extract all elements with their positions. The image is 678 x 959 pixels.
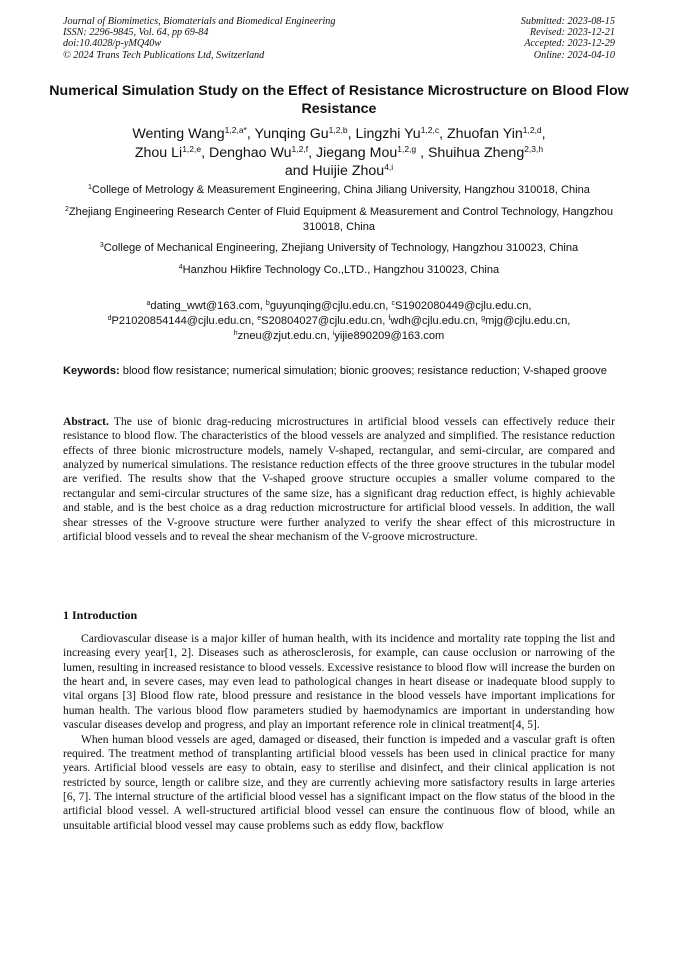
paragraph: When human blood vessels are aged, damaged or diseased, their function is impeded and a vascular graft is often required. The treatment method of transplanting artificial blood vessels has been used in clinical practice for many years. Artificial blood vessels are easy to obtain, easy to sterilise and disinfect, and their clinical application is not restricted by source, length or calibre size, and they are currently achieving more satisfactory results in large arteries [6, 7]. The internal structure of the artificial blood vessel has a significant impact on the flow status of the blood in the artificial blood vessel. A well-structured artificial blood vessel can ensure the continuous flow of blood, while an unsuitable artificial blood vessel may cause problems such as eddy flow, backflow: [63, 733, 615, 832]
email[interactable]: $^b$guyunqing@cjlu.edu.cn,: [265, 300, 392, 312]
author: Denghao Wu$^{1,2,f}$,: [208, 143, 316, 161]
author: Jiegang Mou$^{1,2,g}$ ,: [315, 143, 428, 161]
author: Zhou Li$^{1,2,e}$,: [134, 143, 209, 161]
journal-header: [63, 16, 403, 61]
affiliations: [55, 183, 623, 285]
email[interactable]: $^e$S20804027@cjlu.edu.cn,: [257, 315, 389, 327]
paper-title: Numerical Simulation Study on the Effect of Resistance Microstructure on Blood Flow Resistance: [49, 83, 629, 117]
author: Wenting Wang$^{1,2,a*}$,: [132, 125, 255, 142]
author: Lingzhi Yu$^{1,2,c}$,: [355, 125, 448, 142]
email[interactable]: $^i$yijie890209@163.com: [332, 330, 445, 342]
abstract-label: Abstract.: [63, 416, 109, 428]
author: Zhuofan Yin$^{1,2,d}$,: [447, 125, 546, 142]
body-text: [63, 632, 615, 833]
submitted-date: Submitted: 2023-08-15: [520, 16, 615, 27]
keywords-text: blood flow resistance; numerical simulation; bionic grooves; resistance reduction; V-shaped groove: [119, 365, 607, 377]
dates-header: [445, 16, 615, 61]
journal-doi[interactable]: doi:10.4028/p-yMQ40w: [63, 38, 162, 50]
paragraph: Cardiovascular disease is a major killer of human health, with its incidence and mortality rate topping the list and increasing every year[1, 2]. Diseases such as atherosclerosis, for example, can cause occlusion or narrowing of the lumen, resulting in increased resistance to blood vessels. Excessive resistance to blood flow will increase the burden on the heart and, in severe cases, may even lead to pathological changes in heart disease or inadequate blood supply to vital organs [3] Blood flow rate, blood pressure and resistance in the blood vessels have important implications for human health. The various blood flow parameters studied by haemodynamics are important in understanding how vascular diseases develop and progress, and play an important reference role in clinical treatment[4, 5].: [63, 633, 615, 732]
author: Yunqing Gu$^{1,2,b}$,: [254, 125, 356, 142]
online-date: Online: 2024-04-10: [533, 49, 615, 61]
journal-name: Journal of Biomimetics, Biomaterials and Biomedical Engineering: [63, 16, 336, 27]
email[interactable]: $^f$wdh@cjlu.edu.cn,: [388, 315, 482, 327]
abstract-text: The use of bionic drag-reducing microstructures in artificial blood vessels can effectively reduce their resistance to blood flow. The characteristics of the blood vessels are analyzed and simplified. The resistance reduction effects of three bionic microstructure models, namely V-shaped, rectangular, and semi-circular, are compared and analyzed by numerical simulations. The resistance reduction effects of the three groove structures in the tubular model are verified. The results show that the V-shaped groove structure occupies a smaller volume compared to the rectangular and semi-circular structures of the same size, has a significant drag reduction effect, is highly achievable and stable, and is the best choice as a drag reduction microstructure for artificial blood vessels. In addition, the wall shear stresses of the V-groove structure were further analyzed to verify the shear effect of this microstructure in artificial blood vessels and to reveal the shear mechanism of the V-groove microstructure.: [63, 416, 615, 543]
section-heading: 1 Introduction: [63, 608, 138, 622]
abstract: [63, 415, 615, 544]
journal-issn: ISSN: 2296-9845, Vol. 64, pp 69-84: [63, 27, 209, 39]
affiliation: $^1$College of Metrology & Measurement Engineering, China Jiliang University, Hangzhou 310018, China: [88, 184, 590, 196]
affiliation: $^3$College of Mechanical Engineering, Zhejiang University of Technology, Hangzhou 310023, China: [99, 242, 579, 255]
email[interactable]: $^d$P21020854144@cjlu.edu.cn,: [107, 315, 258, 327]
email[interactable]: $^a$dating_wwt@163.com,: [146, 300, 266, 312]
email[interactable]: $^g$mjg@cjlu.edu.cn,: [481, 315, 571, 327]
journal-copyright: © 2024 Trans Tech Publications Ltd, Switzerland: [63, 49, 265, 61]
email-list: [63, 299, 615, 344]
author: Shuihua Zheng$^{2,3,h}$: [427, 143, 544, 161]
author: and Huijie Zhou$^{4,i}$: [284, 162, 394, 179]
keywords-label: Keywords:: [63, 365, 120, 377]
affiliation: $^4$Hanzhou Hikfire Technology Co.,LTD., Hangzhou 310023, China: [178, 264, 500, 277]
revised-date: Revised: 2023-12-21: [529, 27, 615, 39]
email[interactable]: $^c$S1902080449@cjlu.edu.cn,: [391, 300, 532, 312]
keywords: [63, 364, 615, 379]
affiliation: $^2$Zhejiang Engineering Research Center of Fluid Equipment & Measurement and Control Technology, Hangzhou 310018, China: [64, 205, 614, 233]
accepted-date: Accepted: 2023-12-29: [524, 38, 615, 50]
author-list: [60, 125, 618, 181]
email[interactable]: $^h$zneu@zjut.edu.cn,: [233, 330, 333, 342]
